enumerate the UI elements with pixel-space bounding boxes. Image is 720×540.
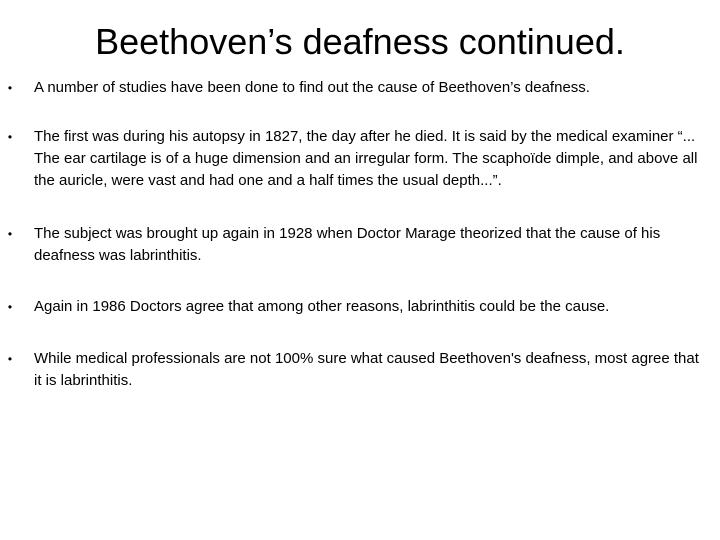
bullet-text: Again in 1986 Doctors agree that among other reasons, labrinthitis could be the cause. bbox=[34, 298, 610, 315]
bullet-text: A number of studies have been done to find out the cause of Beethoven’s deafness. bbox=[34, 79, 590, 96]
bullet-point-icon: • bbox=[7, 352, 13, 366]
bullet-text: The first was during his autopsy in 1827, the day after he died. It is said by the medical examiner “... The ear cartilage is of a huge dimension and an irregular form. The scaphoïde dimple, and above all the auricle, were vast and had one and a half times the usual depth...”. bbox=[34, 128, 698, 189]
bullet-point-icon: • bbox=[7, 81, 13, 95]
slide-title: Beethoven’s deafness continued. bbox=[95, 21, 625, 62]
bullet-text: While medical professionals are not 100% sure what caused Beethoven's deafness, most agree that it is labrinthitis. bbox=[34, 350, 699, 389]
bullet-text: The subject was brought up again in 1928 when Doctor Marage theorized that the cause of his deafness was labrinthitis. bbox=[34, 225, 661, 264]
bullet-point-icon: • bbox=[7, 130, 13, 144]
bullet-point-icon: • bbox=[7, 300, 13, 314]
bullet-point-icon: • bbox=[7, 227, 13, 241]
